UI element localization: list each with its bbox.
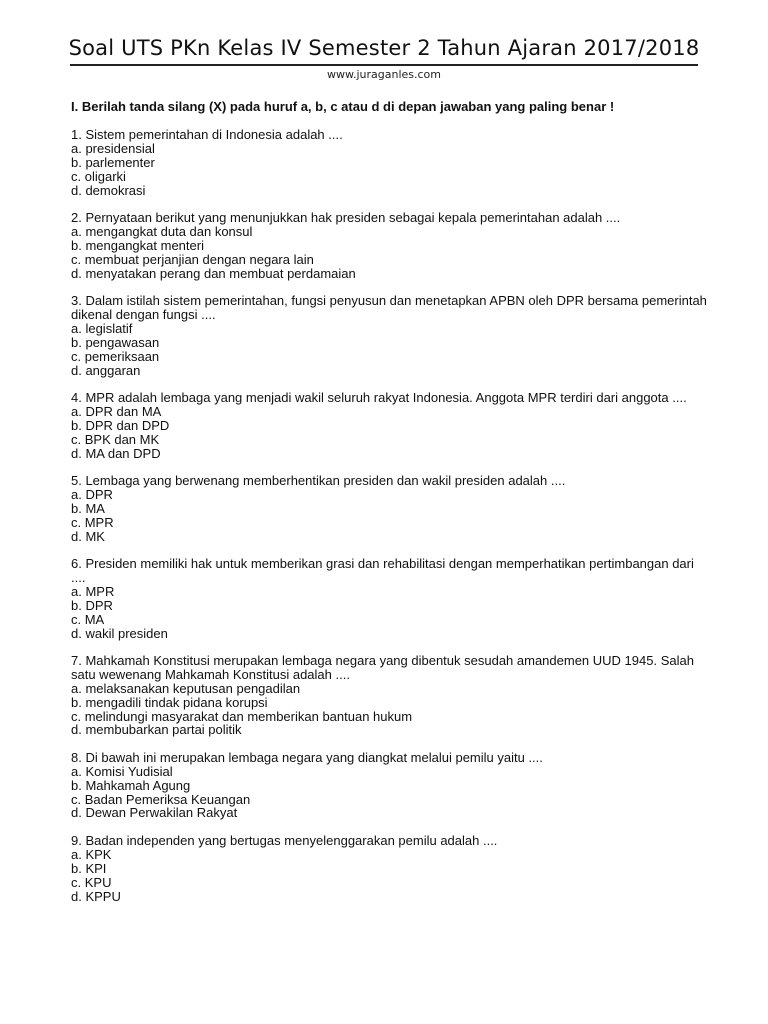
option-list xyxy=(71,585,711,641)
option-list xyxy=(71,322,711,378)
option-c: c. pemeriksaan xyxy=(71,348,160,364)
option-a: a. presidensial xyxy=(71,140,155,156)
option-c: c. KPU xyxy=(71,874,112,890)
option-b: b. mengangkat menteri xyxy=(71,237,204,253)
page-title: Soal UTS PKn Kelas IV Semester 2 Tahun Ajaran 2017/2018 xyxy=(68,36,700,60)
option-b: b. MA xyxy=(71,500,105,516)
question-5 xyxy=(71,474,711,544)
option-a: a. Komisi Yudisial xyxy=(71,763,173,779)
website-url: www.juraganles.com xyxy=(326,68,441,81)
option-c: c. Badan Pemeriksa Keuangan xyxy=(71,791,251,807)
question-3 xyxy=(71,294,711,377)
option-a: a. KPK xyxy=(71,846,112,862)
question-8 xyxy=(71,751,711,821)
option-list xyxy=(71,848,711,904)
option-d: d. anggaran xyxy=(71,362,141,378)
question-text: 9. Badan independen yang bertugas menyelenggarakan pemilu adalah .... xyxy=(71,832,498,848)
question-text: 6. Presiden memiliki hak untuk memberikan grasi dan rehabilitasi dengan memperhatikan pertimbangan dari .... xyxy=(71,555,694,585)
option-c: c. BPK dan MK xyxy=(71,431,160,447)
option-d: d. KPPU xyxy=(71,888,121,904)
question-2 xyxy=(71,211,711,281)
option-list xyxy=(71,405,711,461)
option-a: a. legislatif xyxy=(71,320,133,336)
instruction-text: I. Berilah tanda silang (X) pada huruf a, b, c atau d di depan jawaban yang paling benar ! xyxy=(71,99,615,114)
question-text: 8. Di bawah ini merupakan lembaga negara yang diangkat melalui pemilu yaitu .... xyxy=(71,749,543,765)
option-list xyxy=(71,765,711,821)
option-a: a. MPR xyxy=(71,583,115,599)
option-c: c. membuat perjanjian dengan negara lain xyxy=(71,251,314,267)
option-c: c. MA xyxy=(71,611,105,627)
question-text: 5. Lembaga yang berwenang memberhentikan presiden dan wakil presiden adalah .... xyxy=(71,472,566,488)
option-b: b. Mahkamah Agung xyxy=(71,777,191,793)
option-d: d. membubarkan partai politik xyxy=(71,722,242,738)
option-b: b. KPI xyxy=(71,860,107,876)
question-7 xyxy=(71,654,711,737)
question-text: 1. Sistem pemerintahan di Indonesia adalah .... xyxy=(71,126,343,142)
question-text: 4. MPR adalah lembaga yang menjadi wakil seluruh rakyat Indonesia. Anggota MPR terdiri dari anggota .... xyxy=(71,389,687,405)
option-list xyxy=(71,225,711,281)
exam-content xyxy=(71,100,711,917)
option-b: b. parlementer xyxy=(71,154,155,170)
option-list xyxy=(71,142,711,198)
option-a: a. melaksanakan keputusan pengadilan xyxy=(71,680,301,696)
option-a: a. DPR xyxy=(71,486,113,502)
question-9 xyxy=(71,834,711,904)
option-b: b. pengawasan xyxy=(71,334,160,350)
option-d: d. MA dan DPD xyxy=(71,445,161,461)
option-c: c. melindungi masyarakat dan memberikan bantuan hukum xyxy=(71,708,413,724)
question-6 xyxy=(71,557,711,640)
header-divider xyxy=(70,64,698,66)
option-d: d. demokrasi xyxy=(71,182,146,198)
option-list xyxy=(71,682,711,738)
option-b: b. DPR dan DPD xyxy=(71,417,170,433)
option-d: d. Dewan Perwakilan Rakyat xyxy=(71,805,238,821)
option-a: a. mengangkat duta dan konsul xyxy=(71,223,253,239)
option-d: d. MK xyxy=(71,528,105,544)
question-text: 7. Mahkamah Konstitusi merupakan lembaga negara yang dibentuk sesudah amandemen UUD 1945. Salah satu wewenang Mahkamah Konstitusi adalah .... xyxy=(71,652,694,682)
option-a: a. DPR dan MA xyxy=(71,403,162,419)
option-b: b. mengadili tindak pidana korupsi xyxy=(71,694,268,710)
option-b: b. DPR xyxy=(71,597,113,613)
option-d: d. wakil presiden xyxy=(71,625,168,641)
option-list xyxy=(71,488,711,544)
question-text: 3. Dalam istilah sistem pemerintahan, fungsi penyusun dan menetapkan APBN oleh DPR bersama pemerintah dikenal dengan fungsi .... xyxy=(71,292,707,322)
option-d: d. menyatakan perang dan membuat perdamaian xyxy=(71,265,356,281)
question-text: 2. Pernyataan berikut yang menunjukkan hak presiden sebagai kepala pemerintahan adalah .... xyxy=(71,209,621,225)
question-4 xyxy=(71,391,711,461)
question-1 xyxy=(71,128,711,198)
option-c: c. oligarki xyxy=(71,168,126,184)
option-c: c. MPR xyxy=(71,514,114,530)
